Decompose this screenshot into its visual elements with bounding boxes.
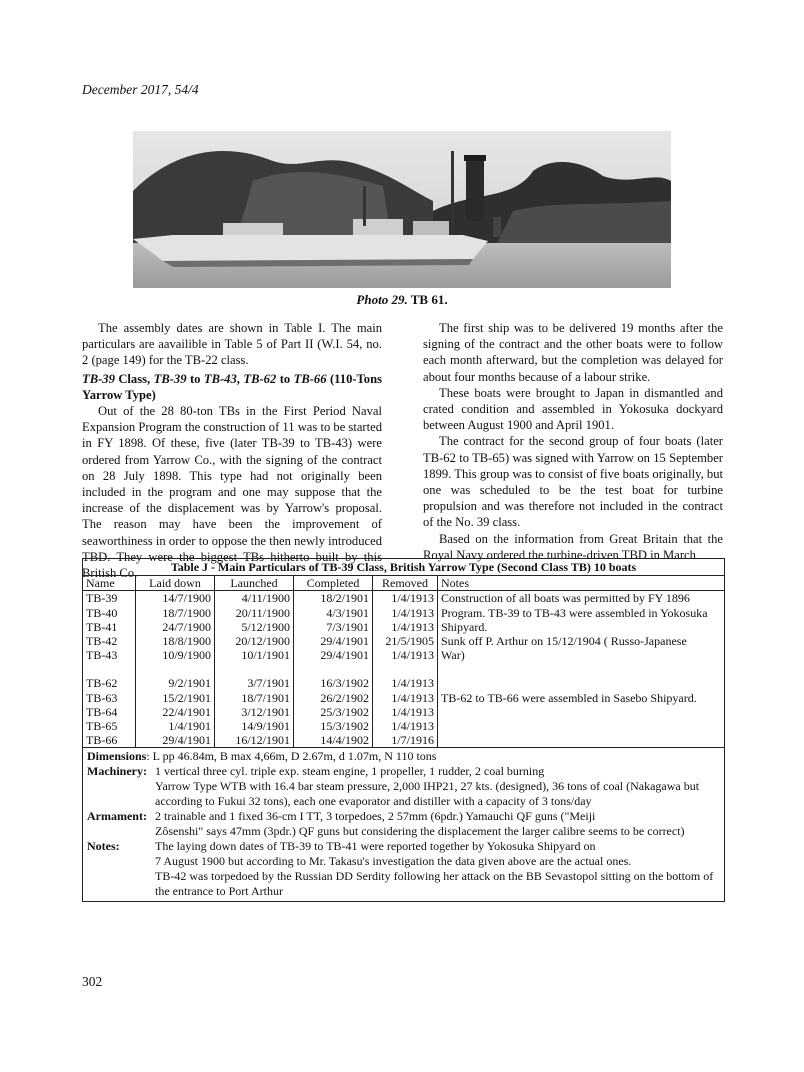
table-grid [83, 576, 724, 747]
heading-part: (110-Tons Yarrow Type) [82, 371, 382, 402]
table-row [83, 648, 724, 662]
cell: 24/7/1900 [136, 620, 215, 634]
cell: 29/4/1901 [294, 648, 373, 662]
cell: 16/3/1902 [294, 676, 373, 690]
table-title: Table J - Main Particulars of TB-39 Class, British Yarrow Type (Second Class TB) 10 boats [83, 559, 724, 576]
paragraph: The contract for the second group of four boats (later TB-62 to TB-65) was signed with Yarrow on 15 September 1899. This group was to consist of five boats originally, but one was scheduled to be the test boat for turbine propulsion and was therefore not included in the contract of the No. 39 class. [423, 434, 723, 530]
running-header: December 2017, 54/4 [82, 82, 199, 97]
cell: 25/3/1902 [294, 705, 373, 719]
heading-part: , [236, 371, 244, 386]
cell: 15/2/1901 [136, 691, 215, 705]
machinery-label: Machinery: [87, 764, 147, 779]
dimensions-label: Dimensions [87, 749, 147, 764]
cell [438, 662, 725, 676]
cell: 29/4/1901 [294, 634, 373, 648]
cell: 18/7/1901 [215, 691, 294, 705]
section-heading [82, 371, 382, 403]
heading-part: TB-39 [82, 371, 115, 386]
cell: TB-62 [86, 676, 118, 691]
cell: 7/3/1901 [294, 620, 373, 634]
col-header: Launched [215, 576, 294, 591]
cell: 1/4/1913 [373, 705, 438, 719]
cell: TB-63 [86, 690, 118, 705]
notes-cont-2: TB-42 was torpedoed by the Russian DD Serdity following her attack on the BB Sevastopol sitting on the bottom of the entrance to Port Arthur [155, 869, 714, 899]
table-row [83, 691, 724, 705]
cell: 1/7/1916 [373, 733, 438, 747]
paragraph: The first ship was to be delivered 19 months after the signing of the contract and the other boats were to follow each month afterward, but the completion was delayed for about four months because of a labour strike. [423, 321, 723, 384]
col-header: Completed [294, 576, 373, 591]
cell: 3/7/1901 [215, 676, 294, 690]
cell: Program. TB-39 to TB-43 were assembled in Yokosuka [438, 606, 725, 620]
table-spacer-row [83, 662, 724, 676]
cell: 29/4/1901 [136, 733, 215, 747]
col-header: Name [83, 576, 136, 591]
cell: 14/4/1902 [294, 733, 373, 747]
heading-part: TB-62 [243, 371, 277, 386]
table-header-row [83, 576, 724, 591]
cell: 16/12/1901 [215, 733, 294, 747]
machinery-text: 1 vertical three cyl. triple exp. steam engine, 1 propeller, 1 rudder, 2 coal burning [155, 764, 545, 779]
cell: 1/4/1913 [373, 606, 438, 620]
armament-cont: Zôsenshi" says 47mm (3pdr.) QF guns but considering the displacement the larger calibre seems to be correct) [155, 824, 685, 839]
table-specs [83, 747, 724, 901]
table-row [83, 733, 724, 747]
heading-part: TB-43 [203, 371, 237, 386]
cell [83, 662, 136, 676]
cell: TB-39 [86, 591, 118, 606]
cell: 1/4/1913 [373, 591, 438, 606]
cell: Sunk off P. Arthur on 15/12/1904 ( Russo-Japanese [438, 634, 725, 648]
heading-part: TB-66 [293, 371, 327, 386]
cell: TB-62 to TB-66 were assembled in Sasebo Shipyard. [438, 691, 725, 705]
table-row [83, 606, 724, 620]
cell [438, 676, 725, 690]
cell [438, 705, 725, 719]
cell: 20/11/1900 [215, 606, 294, 620]
machinery-row [87, 764, 720, 779]
cell: 21/5/1905 [373, 634, 438, 648]
cell [438, 733, 725, 747]
table-row [83, 719, 724, 733]
cell: 14/7/1900 [136, 591, 215, 606]
heading-part: TB-39 [153, 371, 187, 386]
cell: TB-40 [86, 605, 118, 620]
cell [136, 662, 215, 676]
cell: 14/9/1901 [215, 719, 294, 733]
paragraph: Out of the 28 80-ton TBs in the First Period Naval Expansion Program the construction of 11 was to be started in FY 1898. Of these, five (later TB-39 to TB-43) were ordered from Yarrow Co., with the signing of the contract on 28 July 1898. This type had not originally been included in the program and one may suppose that the increase of the displacement was by Yarrow's proposal. The reason may have been the improvement of seaworthiness in order to oppose the then newly introduced TBD. They were the biggest TBs hitherto built by this British Co. [82, 404, 382, 581]
cell: 20/12/1900 [215, 634, 294, 648]
table-row [83, 620, 724, 634]
cell: TB-41 [86, 619, 118, 634]
table-row [83, 591, 724, 606]
cell: 9/2/1901 [136, 676, 215, 690]
left-column [82, 320, 382, 581]
col-header: Notes [438, 576, 725, 591]
cell [438, 719, 725, 733]
cell: 18/7/1900 [136, 606, 215, 620]
cell: 26/2/1902 [294, 691, 373, 705]
notes-text: The laying down dates of TB-39 to TB-41 were reported together by Yokosuka Shipyard on [155, 839, 596, 854]
dimensions-text: : L pp 46.84m, B max 4,66m, D 2.67m, d 1.07m, N 110 tons [146, 749, 437, 764]
cell: 3/12/1901 [215, 705, 294, 719]
paragraph: The assembly dates are shown in Table I. The main particulars are aavailible in Table 5 of Part II (W.I. 54, no. 2 (page 149) for the TB-22 class. [82, 321, 382, 368]
ship-photo [133, 131, 671, 288]
cell: War) [438, 648, 725, 662]
machinery-cont: Yarrow Type WTB with 16.4 bar steam pressure, 2,000 IHP21, 27 kts. (designed), 36 tons of coal (Nakagawa but according to Fukui 32 tons), each one evaporator and distiller with a capacity of 3 tons/day [155, 779, 700, 809]
cell: 1/4/1913 [373, 719, 438, 733]
page-number: 302 [82, 974, 103, 989]
cell: 5/12/1900 [215, 620, 294, 634]
cell: 4/11/1900 [215, 591, 294, 606]
cell: TB-43 [86, 648, 118, 663]
cell: TB-66 [86, 733, 118, 748]
armament-row [87, 809, 720, 824]
cell: TB-65 [86, 719, 118, 734]
caption-text: TB 61. [410, 292, 448, 307]
cell: TB-42 [86, 634, 118, 649]
cell: 1/4/1913 [373, 676, 438, 690]
cell: 1/4/1901 [136, 719, 215, 733]
paragraph: Based on the information from Great Britain that the Royal Navy ordered the turbine-driven TBD in March [423, 531, 723, 562]
notes-cont: 7 August 1900 but according to Mr. Takasu's investigation the data given above are the actual ones. [155, 854, 632, 869]
cell [215, 662, 294, 676]
col-header: Laid down [136, 576, 215, 591]
caption-label: Photo 29. [356, 292, 408, 307]
cell [373, 662, 438, 676]
cell: 1/4/1913 [373, 620, 438, 634]
cell: 10/1/1901 [215, 648, 294, 662]
cell: 18/8/1900 [136, 634, 215, 648]
table-row [83, 676, 724, 690]
armament-label: Armament: [87, 809, 147, 824]
heading-part: to [276, 371, 294, 386]
col-header: Removed [373, 576, 438, 591]
cell: 22/4/1901 [136, 705, 215, 719]
notes-row [87, 839, 720, 854]
photo-caption [0, 292, 804, 308]
cell: TB-64 [86, 704, 118, 719]
cell: 1/4/1913 [373, 691, 438, 705]
armament-text: 2 trainable and 1 fixed 36-cm I TT, 3 torpedoes, 2 57mm (6pdr.) Yamauchi QF guns ("Meiji [155, 809, 596, 824]
cell: 1/4/1913 [373, 648, 438, 662]
right-column [423, 320, 723, 563]
cell [294, 662, 373, 676]
table-row [83, 634, 724, 648]
cell: 4/3/1901 [294, 606, 373, 620]
dimensions-row [87, 749, 720, 764]
heading-part: Class, [114, 371, 154, 386]
cell: Shipyard. [438, 620, 725, 634]
cell: Construction of all boats was permitted by FY 1896 [438, 591, 725, 606]
notes-label: Notes: [87, 839, 120, 854]
table-row [83, 705, 724, 719]
paragraph: These boats were brought to Japan in dismantled and crated condition and assembled in Yokosuka dockyard between August 1900 and April 1901. [423, 385, 723, 433]
cell: 18/2/1901 [294, 591, 373, 606]
cell: 15/3/1902 [294, 719, 373, 733]
cell: 10/9/1900 [136, 648, 215, 662]
heading-part: to [186, 371, 204, 386]
particulars-table [82, 558, 725, 902]
